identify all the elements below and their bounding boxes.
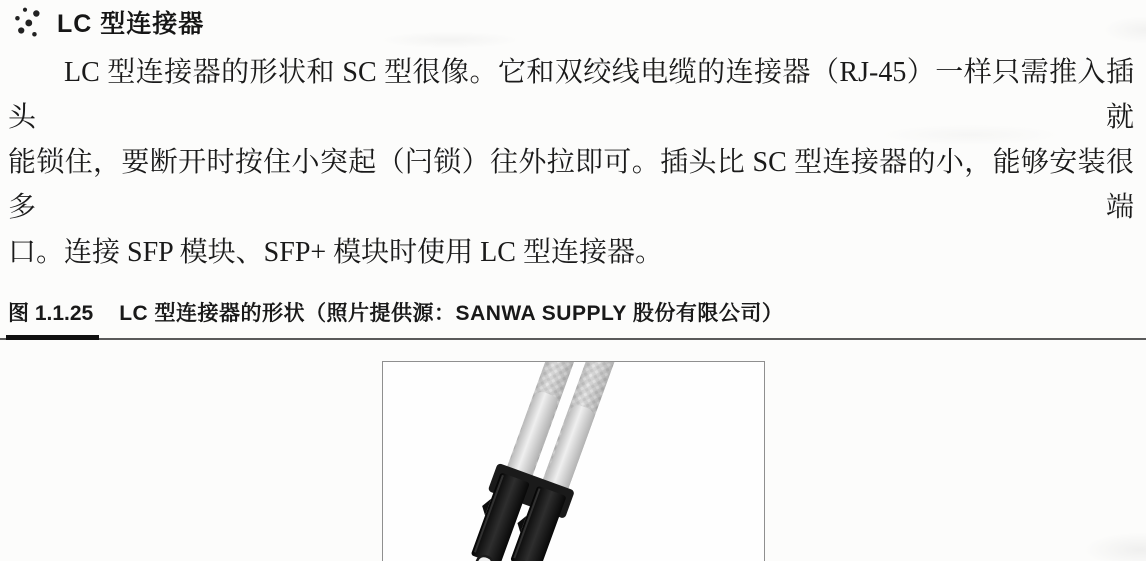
section-title: LC 型连接器: [57, 10, 205, 38]
lc-connector-photo: [382, 361, 765, 561]
body-paragraph: [8, 50, 1134, 275]
lc-duplex-connector-illustration: [383, 362, 764, 561]
figure-number: 图 1.1.25: [8, 297, 93, 329]
dots-cluster-icon: [8, 5, 42, 39]
figure-caption: LC 型连接器的形状（照片提供源：SANWA SUPPLY 股份有限公司）: [119, 302, 784, 325]
figure-caption-bar: [0, 297, 1146, 340]
section-heading: [0, 0, 1146, 40]
paragraph-line: LC 型连接器的形状和 SC 型很像。它和双绞线电缆的连接器（RJ-45）一样只需推入插头就: [8, 57, 1134, 133]
paragraph-line: 能锁住，要断开时按住小突起（闩锁）往外拉即可。插头比 SC 型连接器的小，能够安装很多端: [8, 147, 1134, 223]
paragraph-line: 口。连接 SFP 模块、SFP+ 模块时使用 LC 型连接器。: [8, 237, 663, 268]
